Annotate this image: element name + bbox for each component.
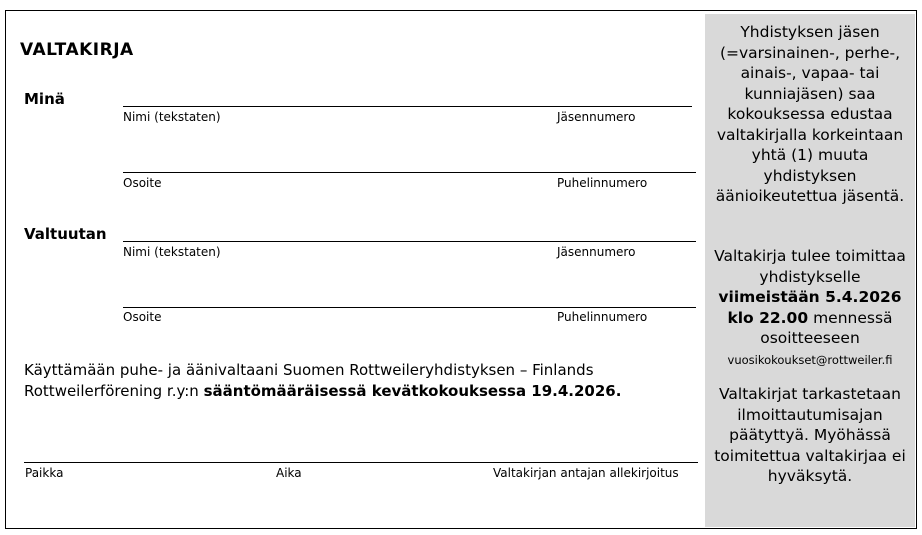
statement-meeting: sääntömääräisessä kevätkokouksessa 19.4.2026. bbox=[203, 381, 622, 400]
deadline-note bbox=[713, 246, 907, 369]
proxy-label: Valtuutan bbox=[24, 225, 107, 243]
proxy-name-line[interactable] bbox=[123, 241, 696, 242]
time-caption: Aika bbox=[276, 466, 302, 480]
grantor-phone-caption: Puhelinnumero bbox=[557, 176, 648, 190]
place-caption: Paikka bbox=[25, 466, 64, 480]
signature-line[interactable] bbox=[24, 462, 698, 463]
grantor-name-caption: Nimi (tekstaten) bbox=[123, 110, 221, 124]
proxy-address-line[interactable] bbox=[123, 307, 696, 308]
proxy-member-number-caption: Jäsennumero bbox=[557, 245, 636, 259]
grantor-member-number-caption: Jäsennumero bbox=[557, 110, 636, 124]
signature-caption: Valtakirjan antajan allekirjoitus bbox=[493, 466, 679, 480]
deadline-text: Valtakirja tulee toimittaa yhdistykselle bbox=[714, 247, 906, 286]
grantor-label: Minä bbox=[24, 90, 65, 108]
deadline-date: viimeistään 5.4.2026 klo 22.00 bbox=[718, 288, 902, 327]
grantor-address-line[interactable] bbox=[123, 172, 696, 173]
email-address[interactable]: vuosikokoukset@rottweiler.fi bbox=[727, 352, 893, 367]
info-sidebar bbox=[705, 14, 915, 527]
proxy-address-caption: Osoite bbox=[123, 310, 162, 324]
eligibility-note: Yhdistyksen jäsen (=varsinainen-, perhe-, ainais-, vapaa- tai kunniajäsen) saa kokouksessa edustaa valtakirjalla korkeintaan yhtä (1) muuta yhdistyksen äänioikeutettua jäsentä. bbox=[715, 23, 905, 205]
proxy-phone-caption: Puhelinnumero bbox=[557, 310, 648, 324]
deadline-text-2: mennessä osoitteeseen bbox=[760, 308, 893, 347]
grantor-address-caption: Osoite bbox=[123, 176, 162, 190]
proxy-name-caption: Nimi (tekstaten) bbox=[123, 245, 221, 259]
grantor-name-line[interactable] bbox=[123, 106, 692, 107]
form-title: VALTAKIRJA bbox=[20, 40, 134, 60]
statement-text: Käyttämään puhe- ja äänivaltaani Suomen Rottweileryhdistyksen – Finlands Rottweilerförening r.y:n bbox=[24, 361, 594, 400]
review-note: Valtakirjat tarkastetaan ilmoittautumisajan päätyttyä. Myöhässä toimitettua valtakirjaa ei hyväksytä. bbox=[714, 385, 906, 485]
authorization-statement bbox=[24, 360, 674, 401]
